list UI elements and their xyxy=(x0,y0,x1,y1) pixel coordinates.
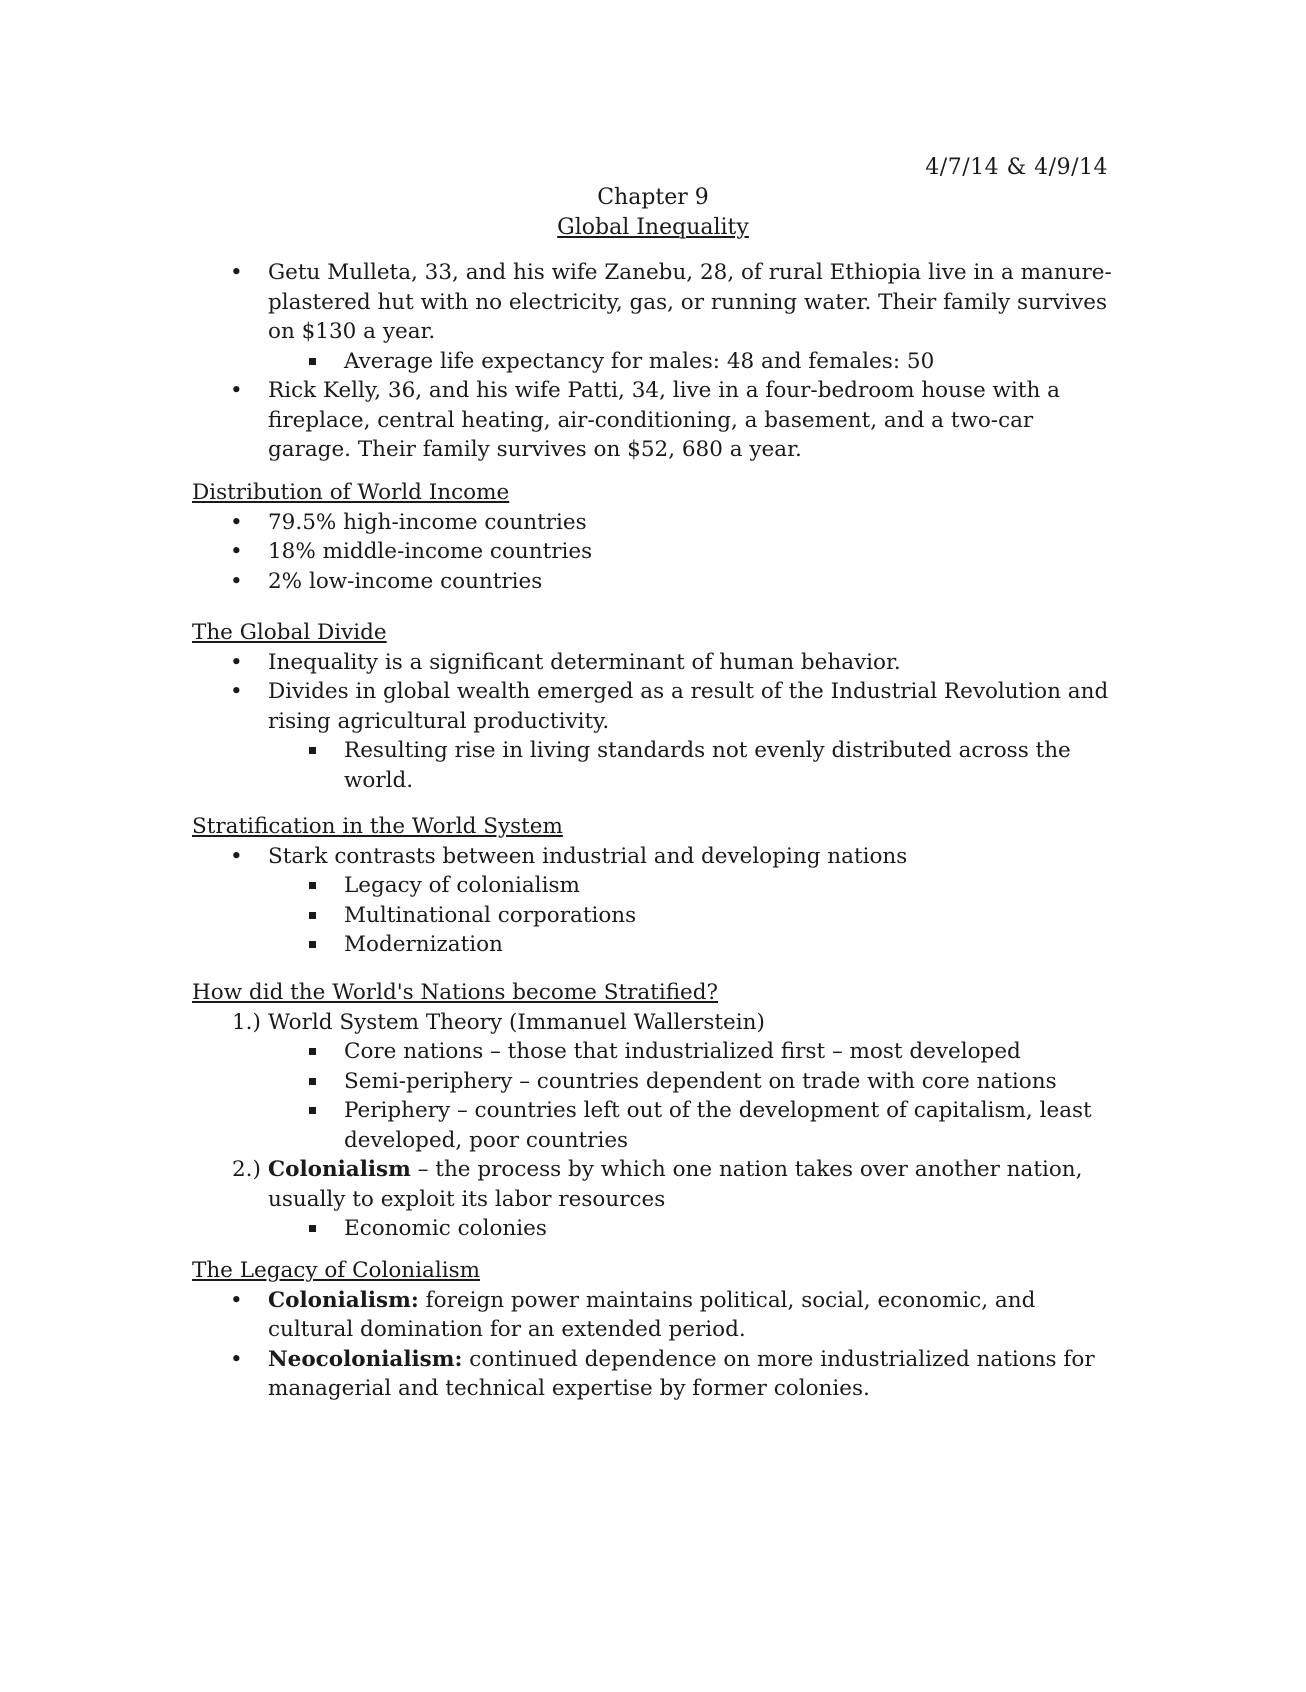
list-item xyxy=(192,508,1112,538)
how-list xyxy=(192,1008,1112,1244)
list-item xyxy=(192,648,1112,678)
section-heading: Stratification in the World System xyxy=(192,814,563,839)
section-heading: How did the World's Nations become Stratified? xyxy=(192,980,719,1005)
list-item xyxy=(192,1096,1112,1155)
list-item xyxy=(192,1345,1112,1404)
list-item-text: Legacy of colonialism xyxy=(344,873,580,898)
list-item-text: Core nations – those that industrialized first – most developed xyxy=(344,1039,1021,1064)
list-item xyxy=(192,1008,1112,1038)
section-heading: The Global Divide xyxy=(192,620,387,645)
distribution-section xyxy=(192,478,1112,596)
term-neocolonialism: Neocolonialism: xyxy=(268,1346,463,1372)
distribution-list xyxy=(192,508,1112,597)
bullet-icon: • xyxy=(230,509,243,535)
list-item-text: 2% low-income countries xyxy=(268,568,543,594)
list-item xyxy=(192,567,1112,597)
stratification-list xyxy=(192,842,1112,960)
list-item xyxy=(192,1037,1112,1067)
list-number: 1.) xyxy=(232,1009,261,1035)
bullet-icon: • xyxy=(230,260,243,285)
list-item-text: Getu Mulleta, 33, and his wife Zanebu, 28, of rural Ethiopia live in a manure-plastered hut with no electricity, gas, or running water. Their family survives on $130 a year. xyxy=(268,260,1112,344)
list-item xyxy=(192,1067,1112,1097)
list-item xyxy=(192,871,1112,901)
square-bullet-icon xyxy=(309,912,316,919)
stratification-section xyxy=(192,812,1112,960)
list-item-text: Periphery – countries left out of the development of capitalism, least developed, poor countries xyxy=(344,1098,1092,1153)
list-item-text: Multinational corporations xyxy=(344,902,637,928)
list-item-text: Average life expectancy for males: 48 and females: 50 xyxy=(344,348,935,374)
lecture-date: 4/7/14 & 4/9/14 xyxy=(925,155,1108,180)
list-item-text: World System Theory (Immanuel Wallerstein) xyxy=(268,1009,765,1035)
list-item-text: – the process by which one nation takes over another nation, usually to exploit its labor resources xyxy=(268,1157,1083,1212)
list-item xyxy=(192,347,1112,377)
square-bullet-icon xyxy=(309,941,316,948)
bullet-icon: • xyxy=(230,649,243,675)
square-bullet-icon xyxy=(309,1225,316,1232)
chapter-header xyxy=(0,183,1306,242)
list-item xyxy=(192,376,1112,465)
square-bullet-icon xyxy=(309,1107,316,1114)
bullet-icon: • xyxy=(230,1346,243,1372)
list-item xyxy=(192,1214,1112,1244)
term-colonialism: Colonialism: xyxy=(268,1287,419,1313)
square-bullet-icon xyxy=(309,358,316,365)
list-number: 2.) xyxy=(232,1157,261,1182)
list-item xyxy=(192,1155,1112,1214)
list-item-text: Modernization xyxy=(344,932,503,957)
bullet-icon: • xyxy=(230,378,243,403)
list-item xyxy=(192,677,1112,736)
list-item xyxy=(192,258,1112,347)
chapter-subtitle: Global Inequality xyxy=(557,214,749,240)
list-item-text: continued dependence on more industrialized nations for managerial and technical expertise by former colonies. xyxy=(268,1346,1095,1401)
list-item xyxy=(192,901,1112,931)
list-item-text: Semi-periphery – countries dependent on trade with core nations xyxy=(344,1068,1057,1094)
bullet-icon: • xyxy=(230,843,243,869)
section-heading: The Legacy of Colonialism xyxy=(192,1258,481,1283)
list-item-text: Resulting rise in living standards not evenly distributed across the world. xyxy=(344,738,1071,793)
list-item xyxy=(192,1286,1112,1345)
list-item xyxy=(192,842,1112,872)
list-item xyxy=(192,537,1112,567)
bullet-icon: • xyxy=(230,679,243,704)
divide-section xyxy=(192,618,1112,795)
section-heading: Distribution of World Income xyxy=(192,480,510,505)
intro-section xyxy=(192,258,1112,465)
list-item-text: 18% middle-income countries xyxy=(268,539,593,564)
legacy-section xyxy=(192,1256,1112,1404)
square-bullet-icon xyxy=(309,882,316,889)
intro-list xyxy=(192,258,1112,465)
list-item-text: Divides in global wealth emerged as a result of the Industrial Revolution and rising agricultural productivity. xyxy=(268,679,1109,734)
divide-list xyxy=(192,648,1112,796)
legacy-list xyxy=(192,1286,1112,1404)
list-item xyxy=(192,930,1112,960)
square-bullet-icon xyxy=(309,747,316,754)
square-bullet-icon xyxy=(309,1078,316,1085)
list-item-text: Rick Kelly, 36, and his wife Patti, 34, live in a four-bedroom house with a fireplace, central heating, air-conditioning, a basement, and a two-car garage. Their family survives on $52, 680 a year. xyxy=(268,378,1060,462)
how-section xyxy=(192,978,1112,1244)
list-item-text: Economic colonies xyxy=(344,1216,547,1241)
bullet-icon: • xyxy=(230,539,243,564)
list-item xyxy=(192,736,1112,795)
term-colonialism: Colonialism xyxy=(268,1157,411,1182)
bullet-icon: • xyxy=(230,1287,243,1313)
bullet-icon: • xyxy=(230,568,243,594)
list-item-text: 79.5% high-income countries xyxy=(268,509,587,535)
list-item-text: foreign power maintains political, social, economic, and cultural domination for an extended period. xyxy=(268,1287,1036,1342)
square-bullet-icon xyxy=(309,1048,316,1055)
list-item-text: Stark contrasts between industrial and developing nations xyxy=(268,843,908,869)
list-item-text: Inequality is a significant determinant of human behavior. xyxy=(268,649,901,675)
chapter-title: Chapter 9 xyxy=(597,185,709,210)
